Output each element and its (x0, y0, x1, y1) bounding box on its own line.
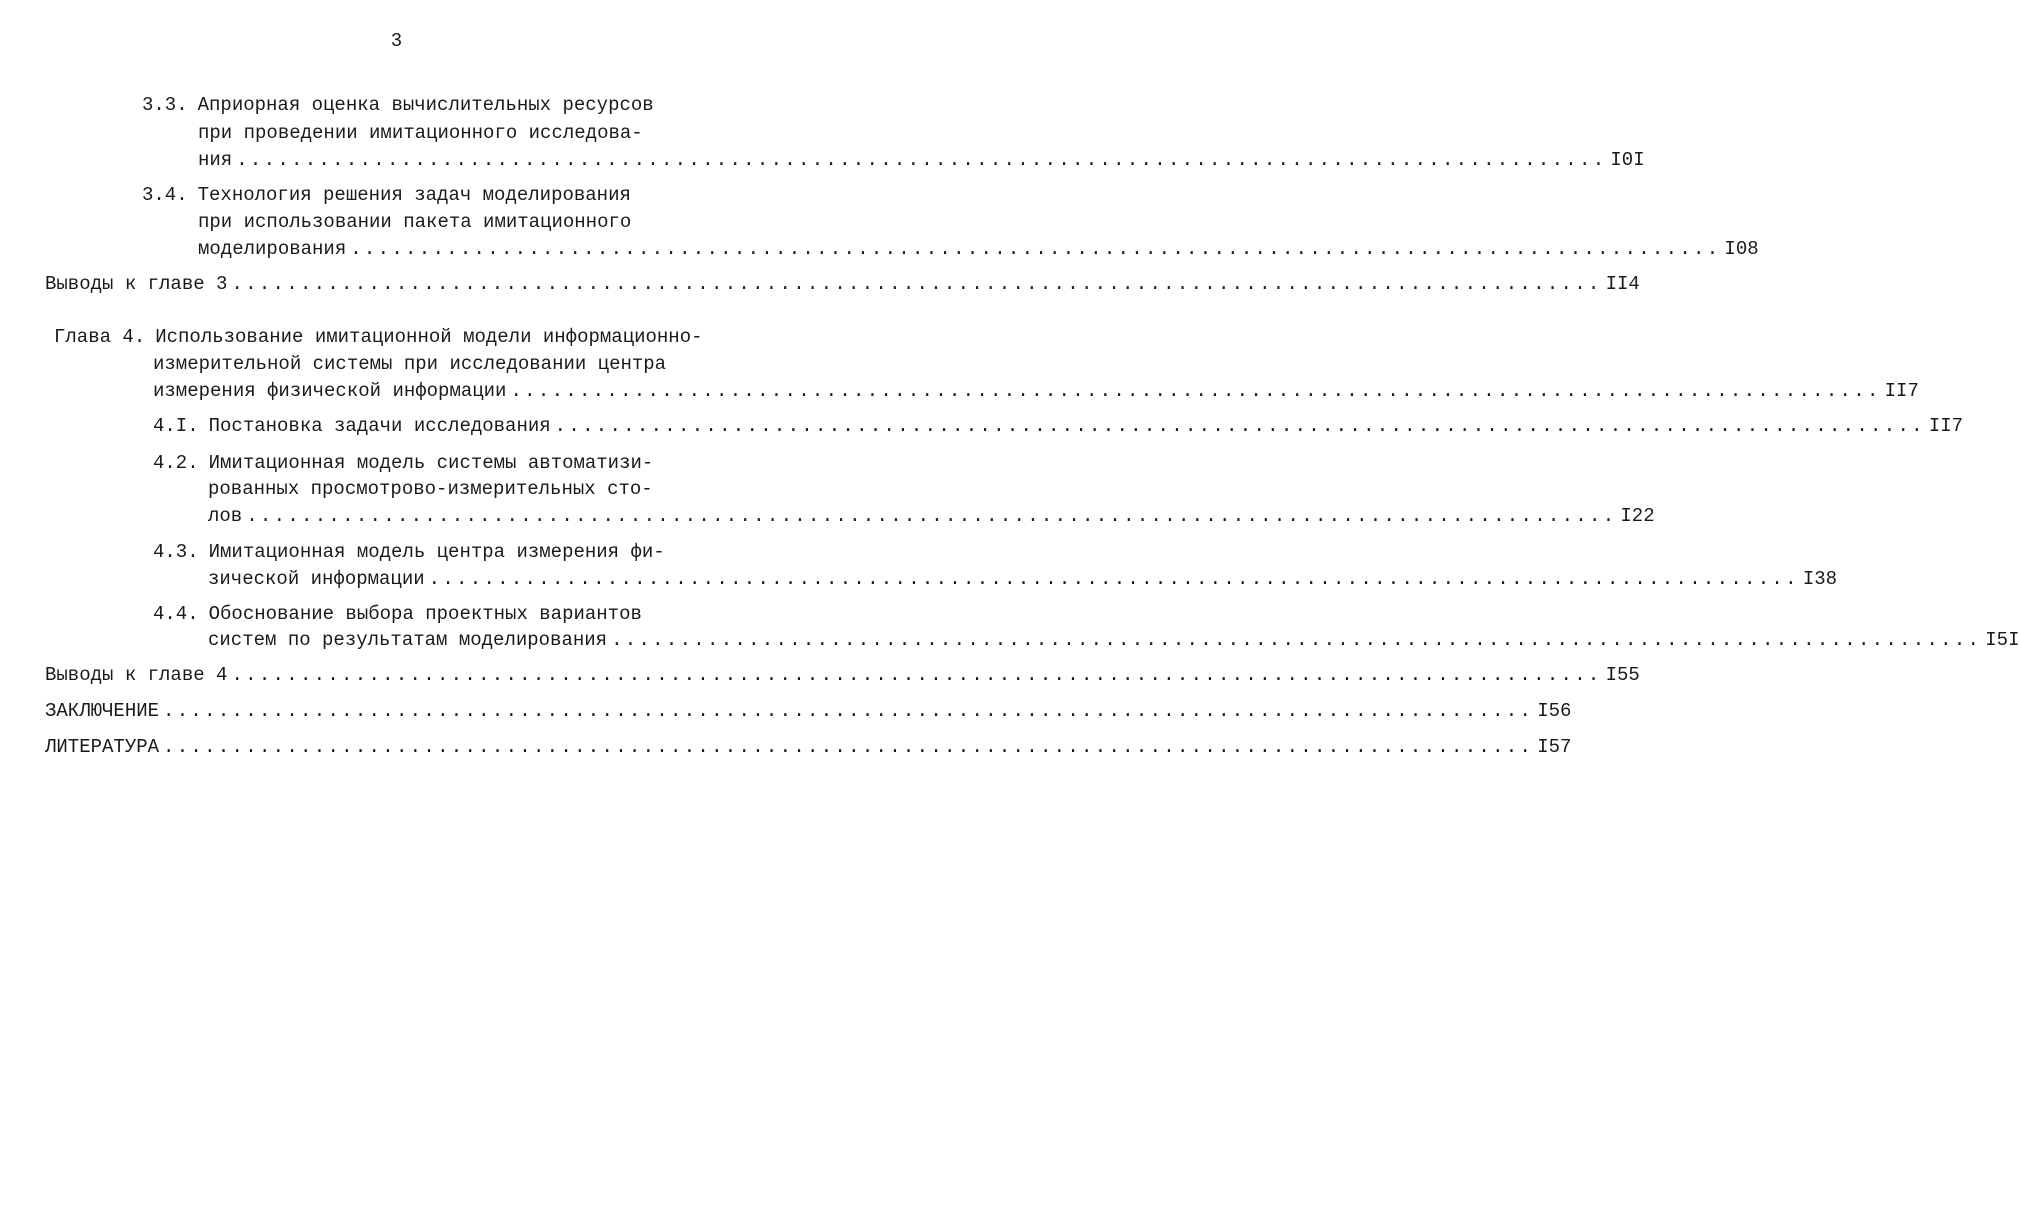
toc-entry-text: Обоснование выбора проектных вариантов (208, 603, 642, 625)
toc-chapter-number: Глава 4. (54, 326, 146, 348)
dot-leader: .................................................................................................... (350, 238, 1721, 260)
toc-page-ref: I38 (1802, 568, 1838, 590)
toc-entry-number: 3.4. (142, 184, 188, 206)
toc-entry-3-3-line1 (142, 92, 654, 118)
toc-entry-number: 4.2. (153, 452, 199, 474)
toc-entry-text: Выводы к главе 3 (45, 273, 228, 295)
toc-entry-4-4-line2 (208, 627, 2019, 653)
toc-entry-text: Постановка задачи исследования (208, 415, 551, 437)
toc-entry-text: Технология решения задач моделирования (197, 184, 631, 206)
toc-entry-3-4-line2 (198, 209, 631, 235)
dot-leader: .................................................................................................... (554, 415, 1925, 437)
toc-entry-conclusions-3 (45, 271, 1640, 297)
toc-chapter-4-line2 (153, 351, 666, 377)
toc-entry-text: Априорная оценка вычислительных ресурсов (197, 94, 654, 116)
toc-entry-text: систем по результатам моделирования (208, 629, 608, 651)
toc-page-ref: I56 (1537, 700, 1572, 722)
toc-entry-4-4-line1 (153, 601, 642, 627)
toc-page-ref: I57 (1537, 736, 1572, 758)
toc-entry-text: измерительной системы при исследовании центра (153, 353, 667, 375)
toc-page-ref: II7 (1884, 380, 1919, 402)
toc-chapter-4-line3 (153, 378, 1919, 404)
toc-entry-text: Имитационная модель центра измерения фи- (208, 541, 665, 563)
toc-page-ref: I08 (1724, 238, 1759, 260)
toc-entry-text: при проведении имитационного исследова- (198, 122, 643, 144)
page-number: 3 (390, 30, 403, 52)
toc-entry-literature (45, 734, 1572, 760)
toc-entry-3-4-line3 (198, 236, 1759, 262)
toc-entry-3-3-line2 (198, 120, 643, 146)
toc-page-ref: I22 (1620, 505, 1655, 527)
toc-entry-number: 4.I. (153, 415, 199, 437)
toc-entry-number: 4.4. (153, 603, 199, 625)
dot-leader: .................................................................................................... (510, 380, 1881, 402)
toc-entry-conclusion (45, 698, 1572, 724)
dot-leader: .................................................................................................... (231, 273, 1602, 295)
toc-entry-text: ния (198, 149, 233, 171)
toc-entry-text: Выводы к главе 4 (45, 664, 228, 686)
dot-leader: .................................................................................................... (428, 568, 1799, 590)
toc-entry-4-1 (153, 413, 1964, 439)
toc-page-ref: I55 (1605, 664, 1640, 686)
toc-entry-number: 3.3. (142, 94, 188, 116)
toc-entry-text: ЗАКЛЮЧЕНИЕ (45, 700, 160, 722)
toc-entry-text: ЛИТЕРАТУРА (45, 736, 160, 758)
dot-leader: .................................................................................................... (163, 700, 1534, 722)
toc-entry-4-3-line1 (153, 539, 665, 565)
dot-leader: .................................................................................................... (611, 629, 1982, 651)
toc-entry-text: моделирования (198, 238, 347, 260)
toc-entry-4-3-line2 (208, 566, 1838, 592)
toc-entry-4-2-line3 (208, 503, 1655, 529)
toc-entry-text: измерения физической информации (153, 380, 507, 402)
toc-page-ref: II7 (1928, 415, 1964, 437)
toc-entry-3-4-line1 (142, 182, 631, 208)
dot-leader: .................................................................................................... (163, 736, 1534, 758)
toc-entry-text: рованных просмотрово-измерительных сто- (208, 478, 653, 500)
dot-leader: .................................................................................................... (231, 664, 1602, 686)
toc-entry-number: 4.3. (153, 541, 199, 563)
toc-entry-conclusions-4 (45, 662, 1640, 688)
toc-entry-text: при использовании пакета имитационного (198, 211, 632, 233)
dot-leader: .................................................................................................... (246, 505, 1617, 527)
toc-entry-4-2-line2 (208, 476, 653, 502)
toc-entry-3-3-line3 (198, 147, 1645, 173)
toc-entry-text: Имитационная модель системы автоматизи- (208, 452, 654, 474)
toc-page-ref: II4 (1605, 273, 1640, 295)
dot-leader: .................................................................................................... (236, 149, 1607, 171)
toc-entry-text: Использование имитационной модели информационно- (155, 326, 703, 348)
toc-chapter-4-line1 (54, 324, 703, 350)
toc-page-ref: I0I (1610, 149, 1645, 171)
toc-entry-text: лов (208, 505, 243, 527)
toc-entry-4-2-line1 (153, 450, 653, 476)
toc-page-ref: I5I (1985, 629, 2019, 651)
toc-entry-text: зической информации (208, 568, 425, 590)
